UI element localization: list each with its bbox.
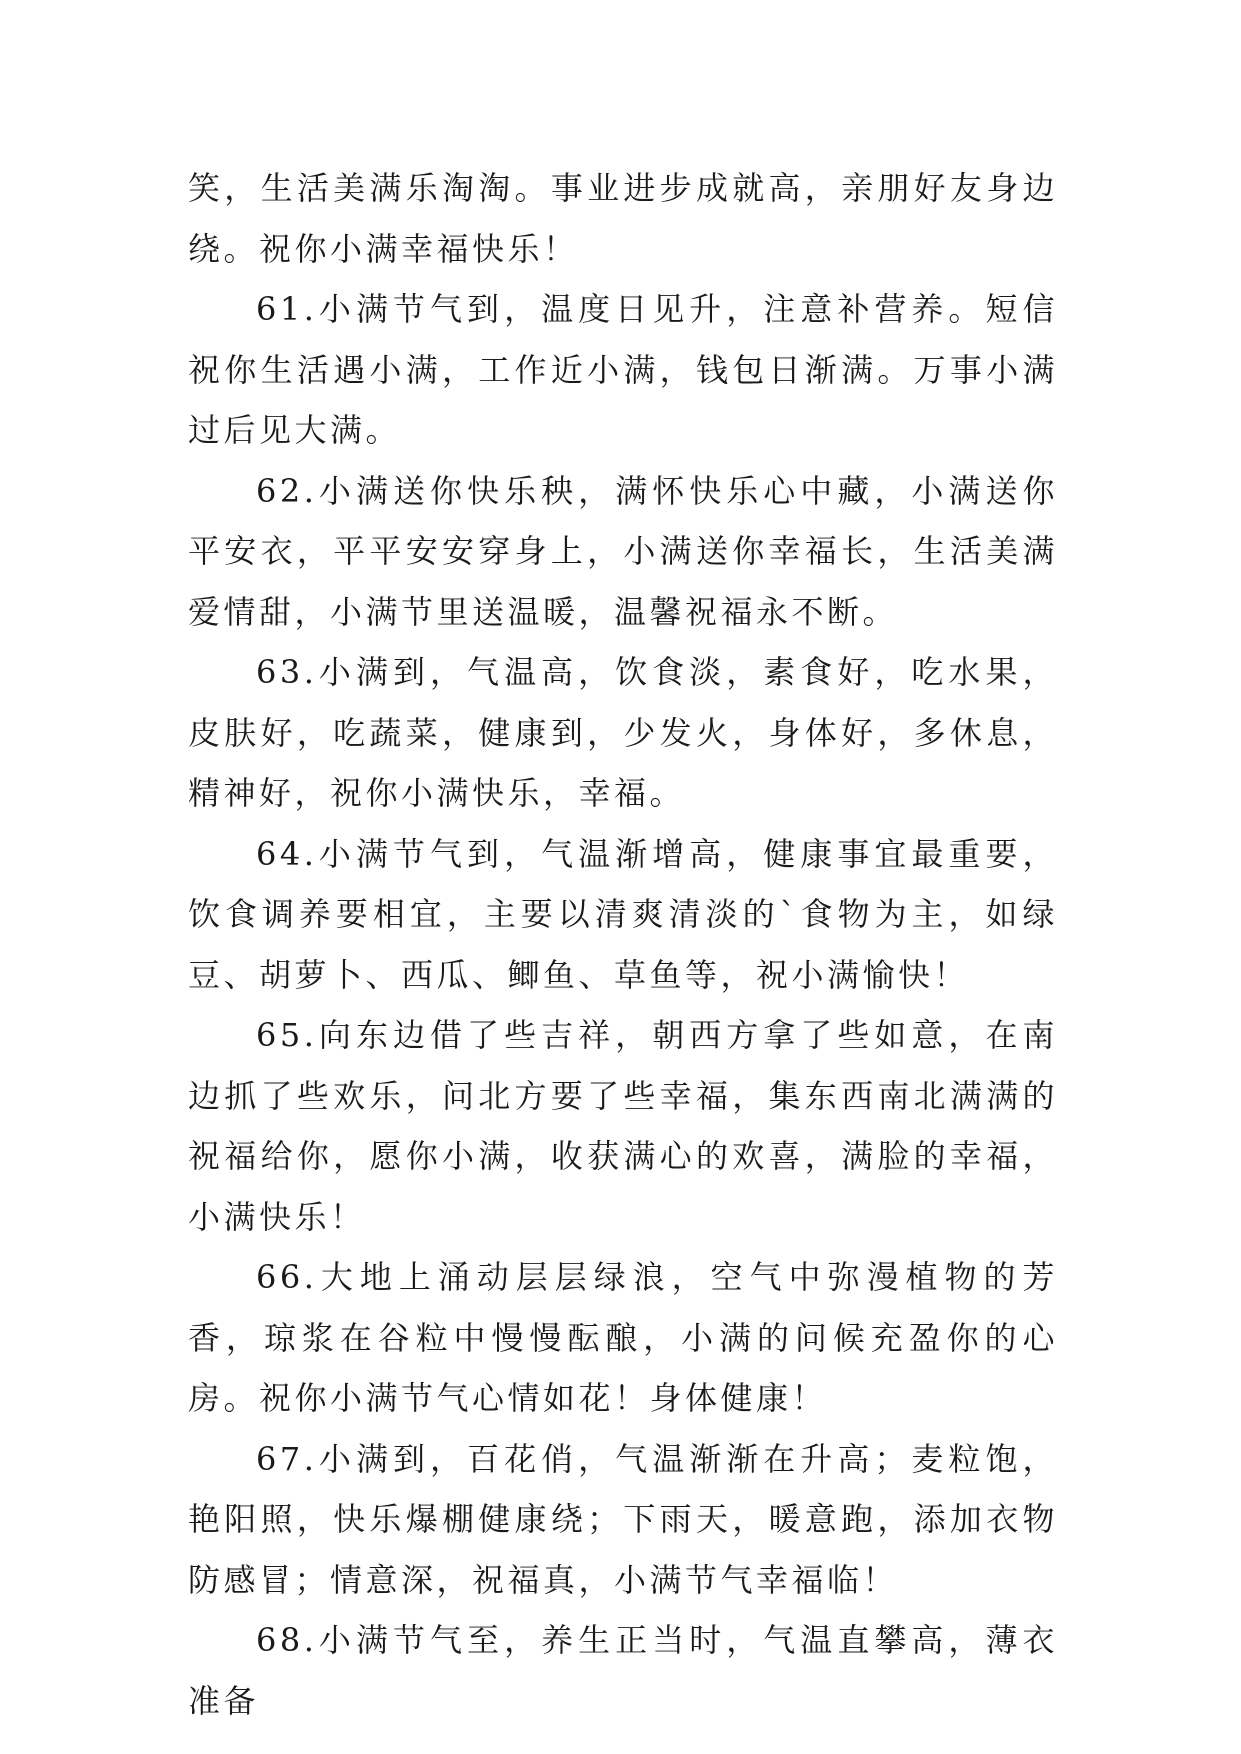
- paragraph-63: 63.小满到，气温高，饮食淡，素食好，吃水果，皮肤好，吃蔬菜，健康到，少发火，身体好，多休息，精神好，祝你小满快乐，幸福。: [188, 653, 1058, 812]
- paragraph-62: 62.小满送你快乐秧，满怀快乐心中藏，小满送你平安衣，平平安安穿身上，小满送你幸福长，生活美满爱情甜，小满节里送温暖，温馨祝福永不断。: [188, 471, 1058, 631]
- paragraph-64: 64.小满节气到，气温渐增高，健康事宜最重要，饮食调养要相宜，主要以清爽清淡的`食物为主，如绿豆、胡萝卜、西瓜、鲫鱼、草鱼等，祝小满愉快！: [188, 834, 1058, 994]
- paragraph-68: 68.小满节气至，养生正当时，气温直攀高，薄衣准备: [188, 1621, 1058, 1720]
- document-body: [188, 158, 1058, 1731]
- paragraph-65: 65.向东边借了些吉祥，朝西方拿了些如意，在南边抓了些欢乐，问北方要了些幸福，集东西南北满满的祝福给你，愿你小满，收获满心的欢喜，满脸的幸福，小满快乐！: [188, 1016, 1058, 1236]
- paragraph-67: 67.小满到，百花俏，气温渐渐在升高；麦粒饱，艳阳照，快乐爆棚健康绕；下雨天，暖意跑，添加衣物防感冒；情意深，祝福真，小满节气幸福临！: [188, 1439, 1058, 1599]
- paragraph: 笑，生活美满乐淘淘。事业进步成就高，亲朋好友身边绕。祝你小满幸福快乐！: [188, 169, 1058, 268]
- paragraph-61: 61.小满节气到，温度日见升，注意补营养。短信祝你生活遇小满，工作近小满，钱包日渐满。万事小满过后见大满。: [188, 290, 1058, 449]
- paragraph-66: 66.大地上涌动层层绿浪，空气中弥漫植物的芳香，琼浆在谷粒中慢慢酝酿，小满的问候充盈你的心房。祝你小满节气心情如花！身体健康！: [188, 1258, 1058, 1417]
